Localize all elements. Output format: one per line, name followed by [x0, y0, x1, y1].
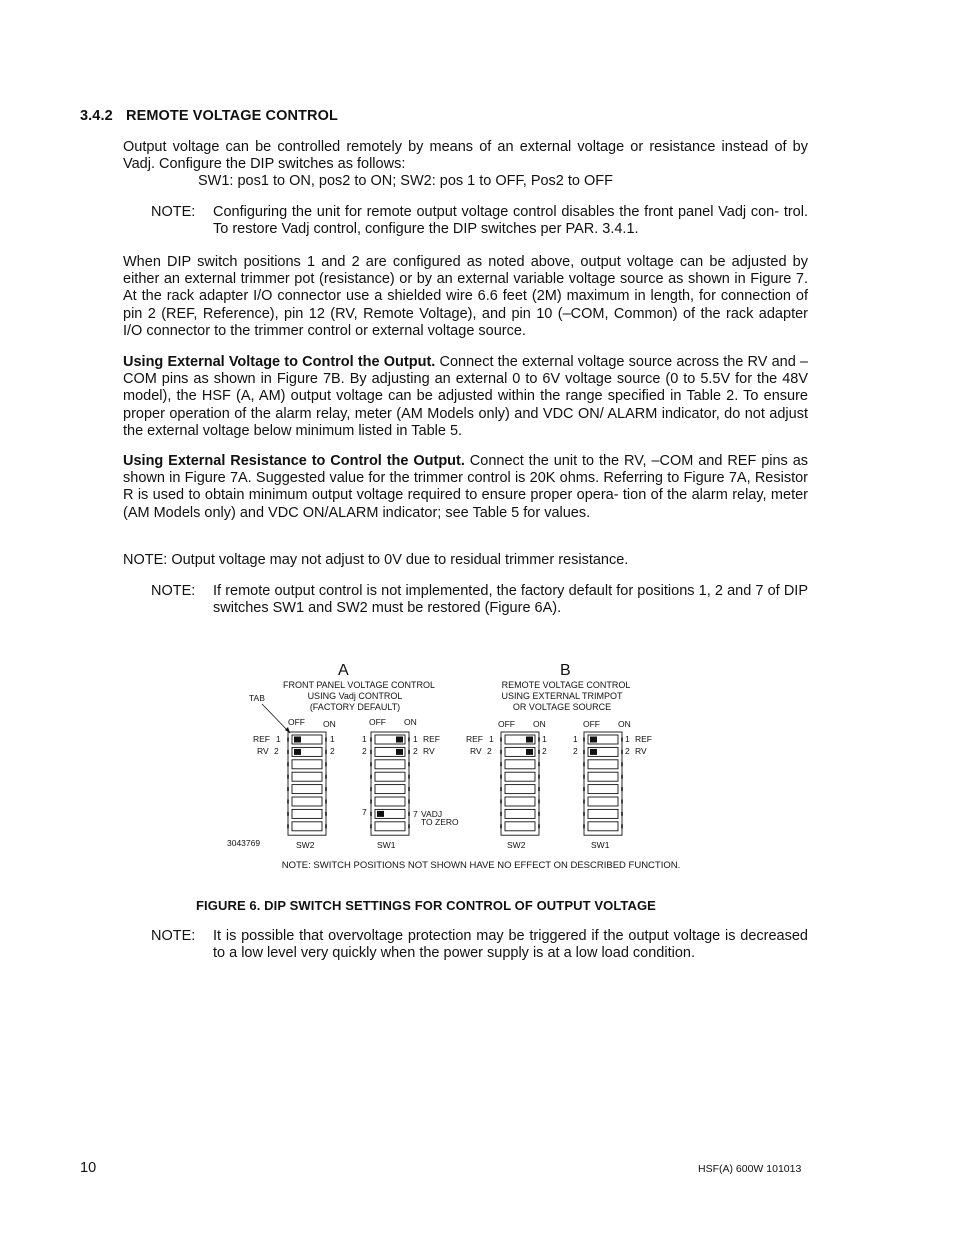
a-sw2-right-2: 2 [330, 746, 335, 756]
switch-actuator [590, 737, 597, 743]
panel-a-title-3: (FACTORY DEFAULT) [309, 702, 401, 712]
switch-slot [292, 785, 322, 794]
panel-a-letter: A [338, 662, 349, 679]
a-sw2-rv-num: 2 [274, 746, 279, 756]
switch-actuator [590, 749, 597, 755]
b-sw1-ref-label: REF [635, 734, 652, 744]
switch-slot [588, 760, 618, 769]
figure-caption: FIGURE 6. DIP SWITCH SETTINGS FOR CONTROL OF OUTPUT VOLTAGE [196, 898, 656, 913]
a-sw2-right-1: 1 [330, 734, 335, 744]
panel-b-title-3: OR VOLTAGE SOURCE [512, 702, 612, 712]
a-sw1-name: SW1 [377, 840, 396, 850]
switch-actuator [396, 749, 403, 755]
note-label: NOTE: [151, 583, 196, 599]
b-sw2-ref-label: REF [466, 734, 483, 744]
switch-actuator [526, 737, 533, 743]
paragraph-residual-note: NOTE: Output voltage may not adjust to 0V due to residual trimmer resistance. [123, 552, 629, 568]
document-id: HSF(A) 600W 101013 [698, 1163, 802, 1175]
section-number: 3.4.2 [80, 108, 113, 124]
section-title: REMOTE VOLTAGE CONTROL [126, 108, 338, 124]
panel-b-title-1: REMOTE VOLTAGE CONTROL [501, 680, 631, 690]
figure-footnote: NOTE: SWITCH POSITIONS NOT SHOWN HAVE NO EFFECT ON DESCRIBED FUNCTION. [281, 860, 681, 871]
paragraph-intro: Output voltage can be controlled remotely by means of an external voltage or resistance instead of by Vadj. Configure the DIP switches as follows: [123, 139, 808, 173]
b-sw1-right-1: 1 [625, 734, 630, 744]
switch-actuator [377, 811, 384, 817]
panel-b-letter: B [560, 662, 571, 679]
switch-slot [375, 760, 405, 769]
note-label: NOTE: [151, 204, 196, 220]
panel-b-title-2: USING EXTERNAL TRIMPOT [501, 691, 623, 701]
switch-slot [375, 772, 405, 781]
paragraph-config-line: SW1: pos1 to ON, pos2 to ON; SW2: pos 1 to OFF, Pos2 to OFF [198, 173, 614, 189]
note-text: If remote output control is not implemented, the factory default for positions 1, 2 and 7 of DIP switches SW1 and SW2 must be restored (Figure 6A). [213, 583, 808, 617]
b-sw2-off-label: OFF [498, 719, 515, 729]
a-sw2-on-label: ON [323, 719, 336, 729]
switch-slot [588, 785, 618, 794]
a-sw1-left-7: 7 [362, 807, 367, 817]
a-sw2-ref-label: REF [253, 734, 270, 744]
switch-slot [505, 785, 535, 794]
a-sw1-vadj-label: VADJ [421, 809, 443, 819]
b-sw1-rv-label: RV [635, 746, 647, 756]
a-sw1-ref-label: REF [423, 734, 440, 744]
a-sw2-dip-switch [288, 732, 326, 835]
switch-actuator [396, 737, 403, 743]
a-sw1-right-2: 2 [413, 746, 418, 756]
b-sw2-dip-switch [501, 732, 539, 835]
paragraph-heading: Using External Resistance to Control the Output. [123, 453, 465, 469]
switch-slot [588, 797, 618, 806]
page-number: 10 [80, 1160, 97, 1176]
panel-a-title-2: USING Vadj CONTROL [307, 691, 403, 701]
b-sw2-on-label: ON [533, 719, 546, 729]
note-3 [151, 928, 808, 964]
note-text: It is possible that overvoltage protection may be triggered if the output voltage is decreased to a low level very quickly when the power supply is at a low load condition. [213, 928, 808, 962]
b-sw2-rv-label: RV [470, 746, 482, 756]
a-sw1-right-1: 1 [413, 734, 418, 744]
b-sw2-ref-num: 1 [489, 734, 494, 744]
b-sw1-right-2: 2 [625, 746, 630, 756]
drawing-number: 3043769 [227, 838, 261, 848]
paragraph-body: Connect the unit to the RV, –COM and REF pins as shown in Figure 7A. Suggested value for the trimmer control is 20K ohms. Referring to Figure 7A, Resistor R is used to obtain minimum output voltage required to ensure proper opera- tion of the alarm relay, meter (AM Models only) and VDC ON/ALARM indicator; see Table 5 for values. [123, 453, 809, 521]
b-sw2-right-1: 1 [542, 734, 547, 744]
switch-slot [588, 772, 618, 781]
note-text: Configuring the unit for remote output voltage control disables the front panel Vadj con- trol. To restore Vadj control, configure the DIP switches per PAR. 3.4.1. [213, 204, 808, 238]
b-sw2-right-2: 2 [542, 746, 547, 756]
note-label: NOTE: [151, 928, 196, 944]
switch-slot [292, 822, 322, 831]
tab-label: TAB [249, 693, 265, 703]
paragraph-dip-positions: When DIP switch positions 1 and 2 are configured as noted above, output voltage can be adjusted by either an external trimmer pot (resistance) or by an external variable voltage source as shown in Figure 7. At the rack adapter I/O connector use a shielded wire 6.6 feet (2M) maximum in length, for connection of pin 2 (REF, Reference), pin 12 (RV, Remote Voltage), and pin 10 (–COM, Common) of the rack adapter I/O connector to the trimmer control or external voltage source. [123, 254, 808, 339]
b-sw1-off-label: OFF [583, 719, 600, 729]
b-sw1-left-2: 2 [573, 746, 578, 756]
a-sw1-to-zero-label: TO ZERO [421, 817, 459, 827]
a-sw2-name: SW2 [296, 840, 315, 850]
a-sw1-dip-switch [371, 732, 409, 835]
b-sw1-name: SW1 [591, 840, 610, 850]
switch-slot [292, 809, 322, 818]
switch-slot [505, 772, 535, 781]
a-sw1-rv-label: RV [423, 746, 435, 756]
switch-slot [375, 785, 405, 794]
switch-slot [292, 772, 322, 781]
b-sw1-left-1: 1 [573, 734, 578, 744]
a-sw1-on-label: ON [404, 717, 417, 727]
a-sw2-rv-label: RV [257, 746, 269, 756]
a-sw1-left-1: 1 [362, 734, 367, 744]
paragraph-body: Connect the external voltage source across the RV and –COM pins as shown in Figure 7B. By adjusting an external 0 to 6V voltage source (0 to 5.5V for the 48V model), the HSF (A, AM) output voltage can be adjusted within the range specified in Table 2. To ensure proper operation of the alarm relay, meter (AM Models only) and VDC ON/ ALARM indicator, do not adjust the external voltage below minimum listed in Table 5. [123, 354, 808, 439]
a-sw1-off-label: OFF [369, 717, 386, 727]
switch-actuator [526, 749, 533, 755]
switch-slot [505, 809, 535, 818]
switch-slot [375, 797, 405, 806]
a-sw1-left-2: 2 [362, 746, 367, 756]
paragraph-heading: Using External Voltage to Control the Output. [123, 354, 436, 370]
switch-slot [375, 822, 405, 831]
switch-slot [505, 797, 535, 806]
a-sw2-ref-num: 1 [276, 734, 281, 744]
switch-actuator [294, 737, 301, 743]
panel-a-title-1: FRONT PANEL VOLTAGE CONTROL [282, 680, 436, 690]
switch-slot [292, 760, 322, 769]
b-sw2-name: SW2 [507, 840, 526, 850]
a-sw2-off-label: OFF [288, 717, 305, 727]
a-sw1-right-7: 7 [413, 809, 418, 819]
switch-actuator [294, 749, 301, 755]
b-sw1-dip-switch [584, 732, 622, 835]
switch-slot [588, 809, 618, 818]
switch-slot [505, 760, 535, 769]
b-sw2-rv-num: 2 [487, 746, 492, 756]
switch-slot [588, 822, 618, 831]
b-sw1-on-label: ON [618, 719, 631, 729]
switch-slot [292, 797, 322, 806]
tab-leader-line [262, 704, 290, 733]
switch-slot [505, 822, 535, 831]
